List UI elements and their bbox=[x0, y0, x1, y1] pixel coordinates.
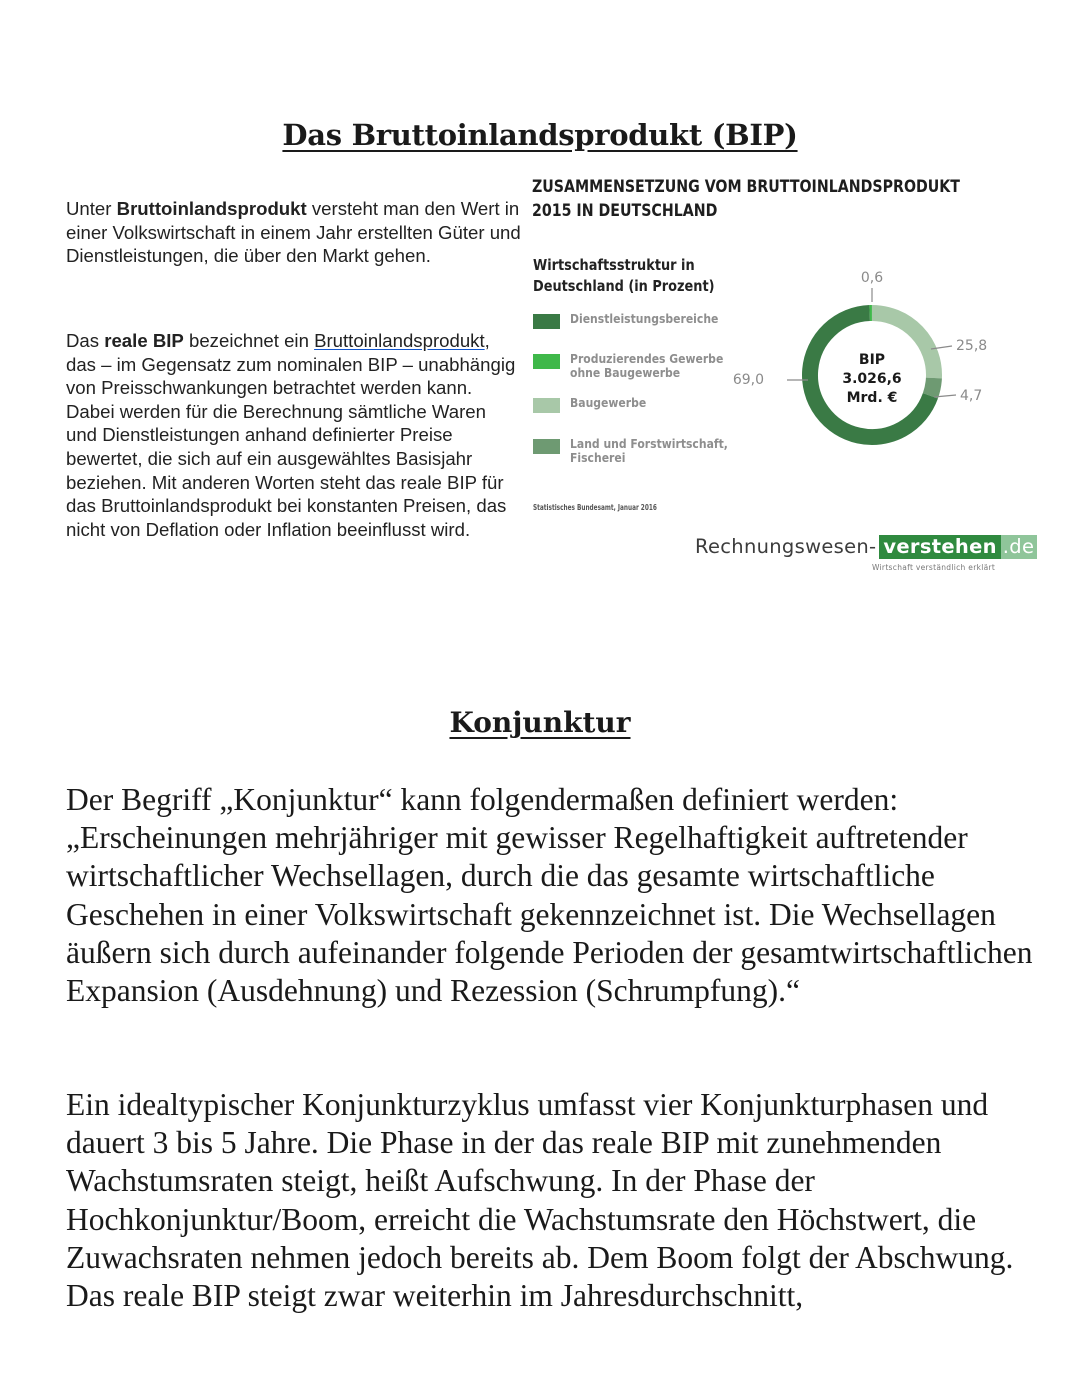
bip-definition-paragraph bbox=[66, 197, 521, 268]
legend-label bbox=[570, 437, 742, 465]
legend-label bbox=[570, 352, 742, 380]
legend-swatch bbox=[533, 354, 560, 369]
legend-swatch bbox=[533, 398, 560, 413]
intro-pre: Unter bbox=[66, 198, 117, 219]
donut-center-line-2: 3.026,6 bbox=[842, 371, 902, 387]
page-title: Das Bruttoinlandsprodukt (BIP) bbox=[282, 118, 798, 152]
legend-label-line-1: Land und Forstwirtschaft, bbox=[570, 436, 728, 451]
bip-infographic bbox=[532, 175, 1052, 595]
donut-slice-1 bbox=[872, 313, 934, 378]
bruttoinlandsprodukt-link[interactable]: Bruttoinlandsprodukt bbox=[314, 330, 485, 351]
intro-bold-term: Bruttoinlandsprodukt bbox=[116, 198, 307, 219]
brand-logo bbox=[695, 535, 1035, 575]
legend-label-line-1: Baugewerbe bbox=[570, 395, 647, 410]
legend-swatch bbox=[533, 314, 560, 329]
real-bip-paragraph bbox=[66, 329, 521, 541]
legend-label-line-1: Produzierendes Gewerbe bbox=[570, 351, 724, 366]
real-mid: bezeichnet ein bbox=[183, 330, 315, 351]
infographic-subtitle-line-1: Wirtschaftsstruktur in bbox=[533, 256, 695, 274]
donut-center-line-1: BIP bbox=[858, 352, 886, 368]
donut-slice-2 bbox=[930, 378, 934, 396]
legend-label bbox=[570, 312, 742, 326]
section-title-konjunktur: Konjunktur bbox=[449, 706, 631, 739]
legend-label bbox=[570, 396, 742, 410]
konjunkturzyklus-paragraph: Ein idealtypischer Konjunkturzyklus umfasst vier Konjunkturphasen und dauert 3 bis 5 Jahre. Die Phase in der das reale BIP mit zunehmenden Wachstumsraten steigt, heißt Aufschwung. In der Phase der Hochkonjunktur/Boom, erreicht die Wachstumsrate den Höchstwert, die Zuwachsraten nehmen jedoch bereits ab. Dem Boom folgt der Abschwung. Das reale BIP steigt zwar weiterhin im Jahresdurchschnitt, bbox=[66, 1087, 1014, 1314]
brand-tld: .de bbox=[1001, 535, 1037, 559]
legend-label-line-1: Dienstleistungsbereiche bbox=[570, 311, 719, 326]
donut-value-label-3: 0,6 bbox=[860, 270, 884, 286]
bip-donut-chart bbox=[722, 260, 1022, 460]
infographic-title bbox=[532, 175, 962, 223]
legend-swatch bbox=[533, 439, 560, 454]
brand-highlight: verstehen bbox=[879, 535, 1000, 559]
infographic-subtitle-line-2: Deutschland (in Prozent) bbox=[533, 277, 715, 295]
brand-tagline: Wirtschaft verständlich erklärt bbox=[872, 563, 996, 572]
legend-label-line-2: ohne Baugewerbe bbox=[570, 365, 681, 380]
brand-prefix: Rechnungswesen- bbox=[695, 535, 877, 558]
donut-value-label-1: 25,8 bbox=[956, 338, 988, 354]
brand-wordmark bbox=[695, 535, 1037, 559]
chart-source: Statistisches Bundesamt, Januar 2016 bbox=[533, 503, 657, 512]
intro-post: versteht man den Wert in einer Volkswirtschaft in einem Jahr erstellten Güter und Dienstleistungen, die über den Markt gehen. bbox=[66, 198, 521, 267]
infographic-title-line-2: 2015 IN DEUTSCHLAND bbox=[532, 201, 718, 220]
real-pre: Das bbox=[66, 330, 105, 351]
infographic-subtitle bbox=[533, 255, 722, 297]
infographic-title-line-1: ZUSAMMENSETZUNG VOM BRUTTOINLANDSPRODUKT bbox=[532, 177, 960, 196]
legend-label-line-2: Fischerei bbox=[570, 450, 626, 465]
real-post: , das – im Gegensatz zum nominalen BIP – unabhängig von Preisschwankungen betrachtet werden kann. Dabei werden für die Berechnung sämtliche Waren und Dienstleistungen anhand definierter Preise bewertet, die sich auf ein ausgewähltes Basisjahr beziehen. Mit anderen Worten steht das reale BIP für das Bruttoinlandsprodukt bei konstanten Preisen, das nicht von Deflation oder Inflation beeinflusst wird. bbox=[66, 330, 516, 540]
donut-value-label-0: 69,0 bbox=[732, 372, 764, 388]
donut-center-line-3: Mrd. € bbox=[846, 390, 898, 406]
real-bold-term: reale BIP bbox=[104, 330, 184, 351]
donut-value-label-2: 4,7 bbox=[960, 388, 983, 404]
konjunktur-definition-paragraph: Der Begriff „Konjunktur“ kann folgendermaßen definiert werden: „Erscheinungen mehrjähriger mit gewisser Regelhaftigkeit auftretender wirtschaftlicher Wechsellagen, durch die das gesamte wirtschaftliche Geschehen in einer Volkswirtschaft gekennzeichnet ist. Die Wechsellagen äußern sich durch aufeinander folgende Perioden der gesamtwirtschaftlichen Expansion (Ausdehnung) und Rezession (Schrumpfung).“ bbox=[66, 782, 1033, 1009]
